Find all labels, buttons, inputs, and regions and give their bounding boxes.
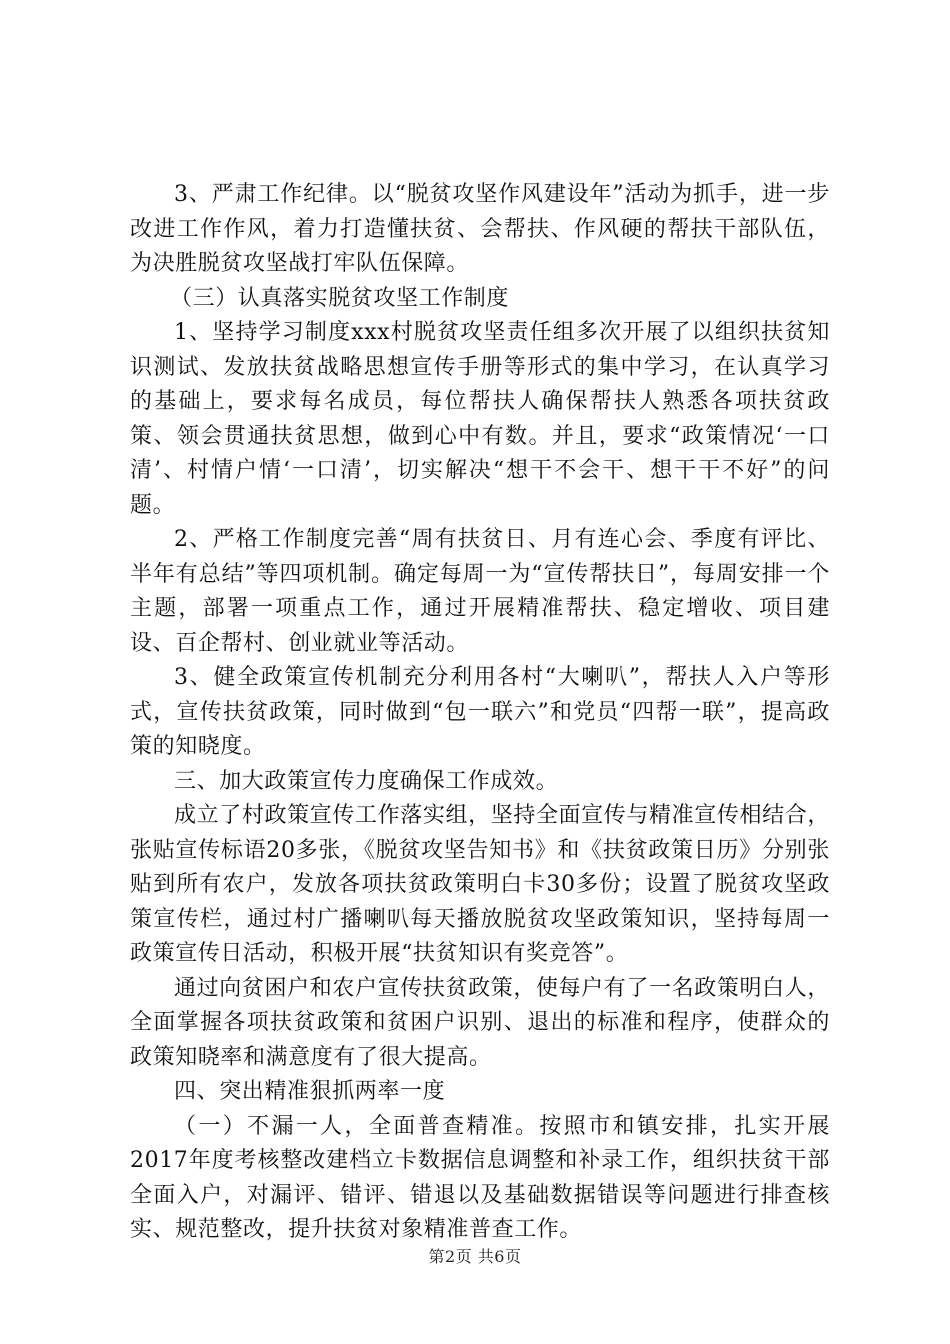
paragraph-publicity-group: 成立了村政策宣传工作落实组，坚持全面宣传与精准宣传相结合，张贴宣传标语20多张，《脱贫攻坚告知书》和《扶贫政策日历》分别张贴到所有农户，发放各项扶贫政策明白卡30多份；设置了脱贫攻坚政策宣传栏，通过村广播喇叭每天播放脱贫攻坚政策知识，坚持每周一政策宣传日活动，积极开展“扶贫知识有奖竞答”。 bbox=[130, 803, 830, 966]
section-heading-system: （三）认真落实脱贫攻坚工作制度 bbox=[170, 285, 510, 311]
paragraph-discipline: 3、严肃工作纪律。以“脱贫攻坚作风建设年”活动为抓手，进一步改进工作作风，着力打造懂扶贫、会帮扶、作风硬的帮扶干部队伍，为决胜脱贫攻坚战打牢队伍保障。 bbox=[130, 182, 830, 276]
page-number-footer: 第2页 共6页 bbox=[428, 1247, 522, 1266]
paragraph-census: （一）不漏一人，全面普查精准。按照市和镇安排，扎实开展2017年度考核整改建档立卡数据信息调整和补录工作，组织扶贫干部全面入户，对漏评、错评、错退以及基础数据错误等问题进行排查核实、规范整改，提升扶贫对象精准普查工作。 bbox=[130, 1113, 830, 1242]
paragraph-work-system: 2、严格工作制度完善“周有扶贫日、月有连心会、季度有评比、半年有总结”等四项机制。确定每周一为“宣传帮扶日”，每周安排一个主题，部署一项重点工作，通过开展精准帮扶、稳定增收、项目建设、百企帮村、创业就业等活动。 bbox=[130, 527, 830, 656]
paragraph-publicity-mechanism: 3、健全政策宣传机制充分利用各村“大喇叭”，帮扶人入户等形式，宣传扶贫政策，同时做到“包一联六”和党员“四帮一联”，提高政策的知晓度。 bbox=[130, 665, 830, 759]
paragraph-study-system: 1、坚持学习制度xxx村脱贫攻坚责任组多次开展了以组织扶贫知识测试、发放扶贫战略思想宣传手册等形式的集中学习，在认真学习的基础上，要求每名成员，每位帮扶人确保帮扶人熟悉各项扶贫政策、领会贯通扶贫思想，做到心中有数。并且，要求“政策情况‘一口清’、村情户情‘一口清’，切实解决“想干不会干、想干干不好”的问题。 bbox=[130, 320, 830, 518]
section-heading-precision: 四、突出精准狠抓两率一度 bbox=[174, 1079, 446, 1104]
paragraph-publicity-result: 通过向贫困户和农户宣传扶贫政策，使每户有了一名政策明白人，全面掌握各项扶贫政策和贫困户识别、退出的标准和程序，使群众的政策知晓率和满意度有了很大提高。 bbox=[130, 975, 830, 1070]
document-body bbox=[130, 178, 830, 1248]
section-heading-publicity: 三、加大政策宣传力度确保工作成效。 bbox=[174, 768, 559, 794]
